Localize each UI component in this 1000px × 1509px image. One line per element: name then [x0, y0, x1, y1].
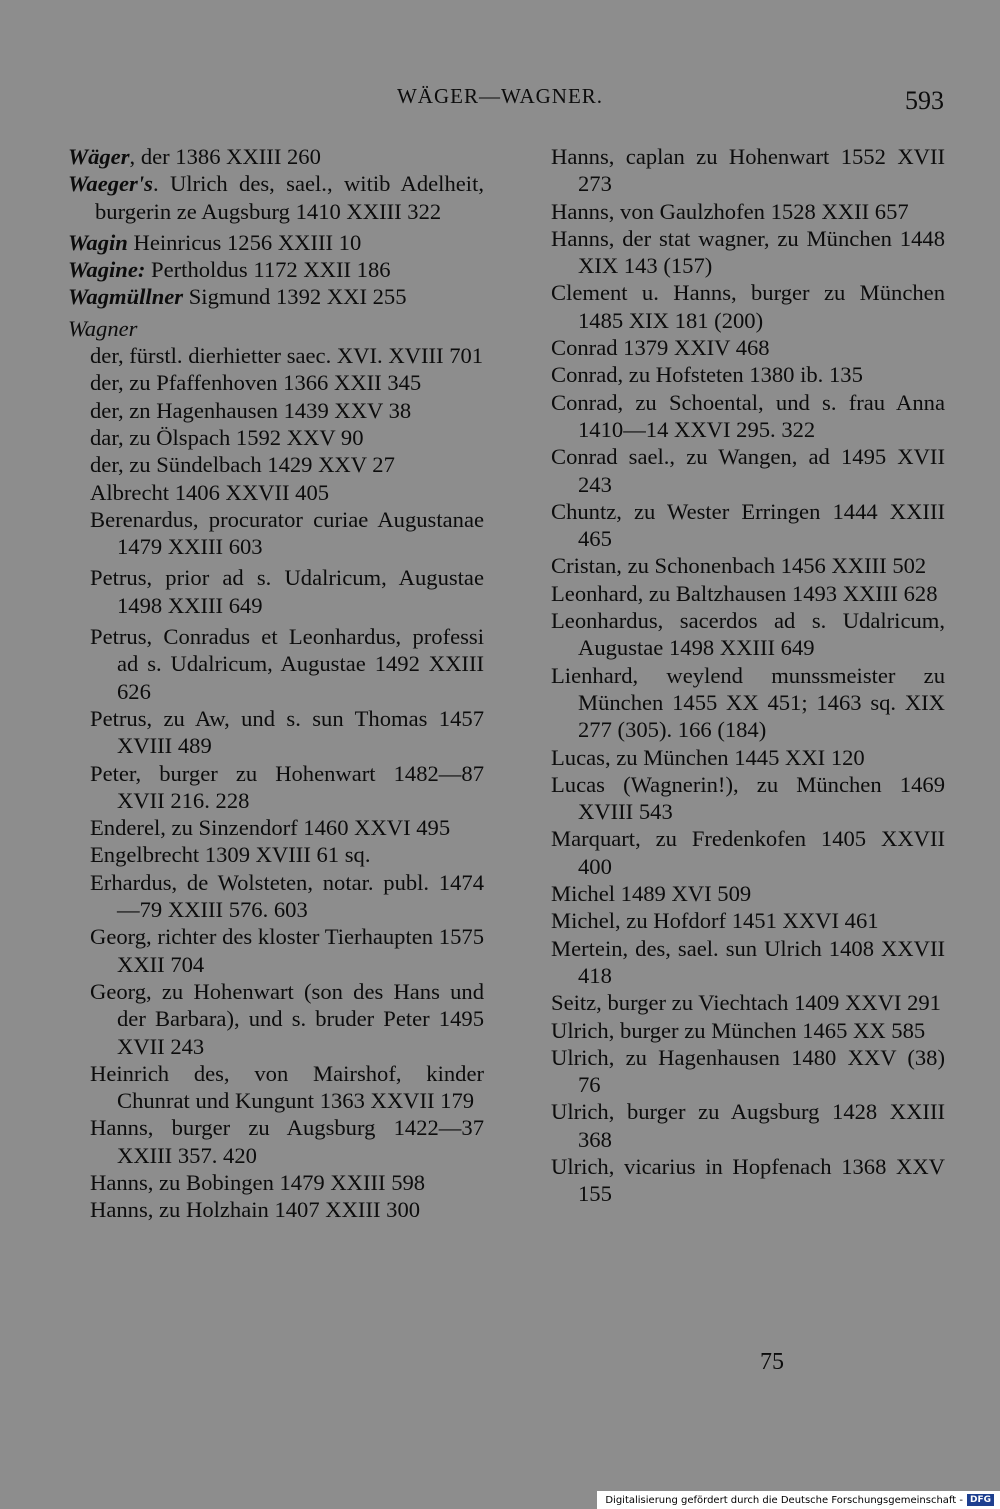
index-entry: Conrad 1379 XXIV 468: [551, 335, 770, 361]
footer-text: Digitalisierung gefördert durch die Deutsche Forschungsgemeinschaft -: [605, 1494, 963, 1506]
index-entry: Wagin Heinricus 1256 XXIII 10: [68, 229, 362, 255]
sub-entry: Georg, zu Hohenwart (son des Hans und der Barbara), und s. bruder Peter 1495 XVII 243: [90, 978, 484, 1059]
index-entry: Seitz, burger zu Viechtach 1409 XXVI 291: [551, 990, 941, 1016]
index-entry: Conrad, zu Hofsteten 1380 ib. 135: [551, 362, 863, 388]
index-entry: Conrad, zu Schoental, und s. frau Anna 1410—14 XXVI 295. 322: [551, 389, 945, 442]
index-entry: Leonhardus, sacerdos ad s. Udalricum, Augustae 1498 XXIII 649: [551, 608, 945, 661]
index-entry: Hanns, caplan zu Hohenwart 1552 XVII 273: [551, 144, 945, 197]
index-entry: Waeger's. Ulrich des, sael., witib Adelheit, burgerin ze Augsburg 1410 XXIII 322: [68, 171, 484, 224]
index-entry: Lienhard, weylend munssmeister zu München 1455 XX 451; 1463 sq. XIX 277 (305). 166 (184): [551, 662, 945, 743]
sub-entry: Petrus, Conradus et Leonhardus, professi ad s. Udalricum, Augustae 1492 XXIII 626: [90, 624, 484, 704]
page-header-title: WÄGER—WAGNER.: [396, 84, 604, 108]
sub-entry: der, zu Pfaffenhoven 1366 XXII 345: [90, 370, 422, 396]
index-entry: Ulrich, zu Hagenhausen 1480 XXV (38) 76: [551, 1044, 945, 1098]
sub-entry: Petrus, prior ad s. Udalricum, Augustae 1498 XXIII 649: [90, 565, 484, 618]
index-entry: Marquart, zu Fredenkofen 1405 XXVII 400: [551, 826, 945, 879]
index-entry: Mertein, des, sael. sun Ulrich 1408 XXVII 418: [551, 935, 945, 988]
sub-entry: Petrus, zu Aw, und s. sun Thomas 1457 XVIII 489: [90, 705, 484, 759]
sub-entry: Georg, richter des kloster Tierhaupten 1575 XXII 704: [90, 924, 484, 977]
sub-entry: der, fürstl. dierhietter saec. XVI. XVIII 701: [90, 343, 484, 369]
sub-entry: Enderel, zu Sinzendorf 1460 XXVI 495: [90, 815, 451, 841]
footer-banner: [597, 1491, 1000, 1509]
index-entry: Lucas (Wagnerin!), zu München 1469 XVIII 543: [551, 771, 945, 825]
group-heading: Wagner: [68, 315, 138, 341]
index-entry: Hanns, der stat wagner, zu München 1448 XIX 143 (157): [551, 225, 945, 279]
sub-entry: Erhardus, de Wolsteten, notar. publ. 1474—79 XXIII 576. 603: [90, 869, 484, 923]
index-entry: Leonhard, zu Baltzhausen 1493 XXIII 628: [551, 580, 938, 606]
dfg-logo-icon: DFG: [967, 1494, 994, 1506]
index-entry: Ulrich, vicarius in Hopfenach 1368 XXV 155: [551, 1153, 945, 1207]
sub-entry: Engelbrecht 1309 XVIII 61 sq.: [90, 842, 371, 868]
sub-entry: dar, zu Ölspach 1592 XXV 90: [90, 424, 364, 450]
index-entry: Michel 1489 XVI 509: [551, 881, 752, 907]
sub-entry: Heinrich des, von Mairshof, kinder Chunrat und Kungunt 1363 XXVII 179: [90, 1060, 484, 1114]
index-entry: Michel, zu Hofdorf 1451 XXVI 461: [551, 908, 879, 934]
sub-entry: Albrecht 1406 XXVII 405: [90, 479, 330, 505]
sub-entry: Berenardus, procurator curiae Augustanae 1479 XXIII 603: [90, 506, 484, 560]
index-entry: Clement u. Hanns, burger zu München 1485 XIX 181 (200): [551, 280, 945, 333]
index-entry: Wagmüllner Sigmund 1392 XXI 255: [68, 284, 407, 310]
signature-mark: 75: [760, 1349, 784, 1375]
sub-entry: der, zn Hagenhausen 1439 XXV 38: [90, 397, 412, 423]
index-entry: Ulrich, burger zu Augsburg 1428 XXIII 368: [551, 1099, 945, 1152]
index-entry: Chuntz, zu Wester Erringen 1444 XXIII 465: [551, 498, 945, 552]
index-entry: Ulrich, burger zu München 1465 XX 585: [551, 1017, 926, 1043]
right-column: [551, 143, 945, 1208]
index-entry: Hanns, von Gaulzhofen 1528 XXII 657: [551, 198, 909, 224]
sub-entry: Hanns, zu Bobingen 1479 XXIII 598: [90, 1169, 426, 1195]
index-entry: Conrad sael., zu Wangen, ad 1495 XVII 243: [551, 444, 945, 497]
sub-entry: Hanns, burger zu Augsburg 1422—37 XXIII 357. 420: [90, 1115, 484, 1168]
index-entry: Wagine: Pertholdus 1172 XXII 186: [68, 257, 391, 283]
sub-entry: Peter, burger zu Hohenwart 1482—87 XVII 216. 228: [90, 760, 484, 813]
index-entry: Wäger, der 1386 XXIII 260: [68, 144, 321, 169]
sub-entry: der, zu Sündelbach 1429 XXV 27: [90, 452, 395, 478]
page-number: 593: [905, 86, 944, 115]
sub-entry: Hanns, zu Holzhain 1407 XXIII 300: [90, 1197, 421, 1223]
left-column: [68, 143, 484, 1224]
index-entry: Cristan, zu Schonenbach 1456 XXIII 502: [551, 553, 927, 579]
index-entry: Lucas, zu München 1445 XXI 120: [551, 744, 865, 770]
